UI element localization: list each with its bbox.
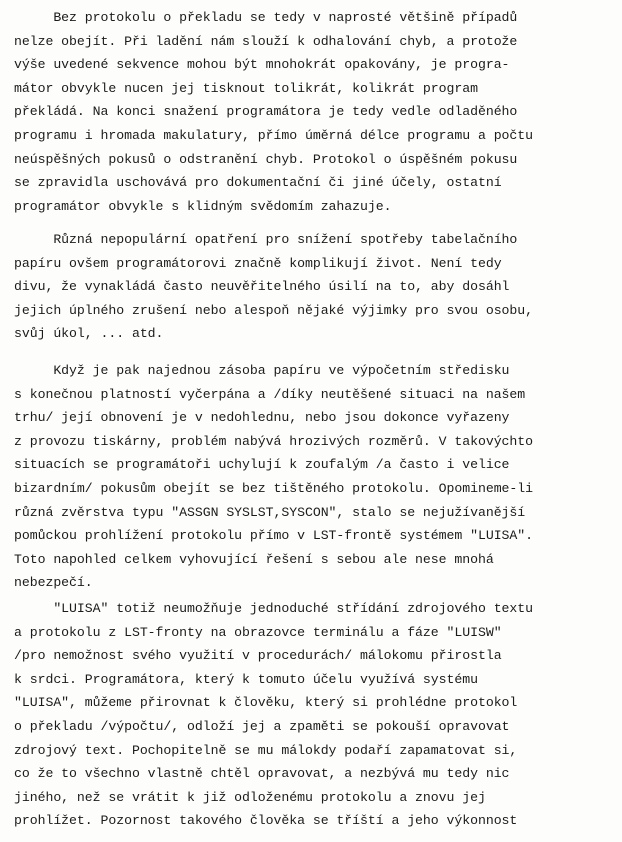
text-line: nelze obejít. Při ladění nám slouží k odhalování chyb, a protože: [14, 33, 518, 49]
text-line: různá zvěrstva typu "ASSGN SYSLST,SYSCON", stalo se nejužívanější: [14, 504, 526, 520]
text-line: divu, že vynakládá často neuvěřitelného úsilí na to, aby dosáhl: [14, 279, 510, 295]
paragraph-4: [14, 597, 614, 833]
text-line: jiného, než se vrátit k již odloženému protokolu a znovu jej: [14, 789, 486, 805]
text-line: zdrojový text. Pochopitelně se mu málokdy podaří zapamatovat si,: [14, 742, 518, 758]
text-line: pomůckou prohlížení protokolu přímo v LST-frontě systémem "LUISA".: [14, 528, 534, 544]
text-line: situacích se programátoři uchylují k zoufalým /a často i velice: [14, 457, 510, 473]
text-line: se zpravidla uschovává pro dokumentační či jiné účely, ostatní: [14, 175, 502, 191]
text-line: papíru ovšem programátorovi značně komplikují život. Není tedy: [14, 255, 502, 271]
text-line: svůj úkol, ... atd.: [14, 326, 164, 342]
paragraph-1: [14, 6, 614, 218]
text-line: co že to všechno vlastně chtěl opravovat, a nezbývá mu tedy nic: [14, 766, 510, 782]
text-line: mátor obvykle nucen jej tisknout tolikrát, kolikrát program: [14, 80, 478, 96]
text-line: prohlížet. Pozornost takového člověka se tříští a jeho výkonnost: [14, 813, 518, 829]
paragraph-2: [14, 228, 614, 346]
text-line: trhu/ její obnovení je v nedohlednu, nebo jsou dokonce vyřazeny: [14, 410, 510, 426]
paragraph-3: [14, 359, 614, 595]
text-line: k srdci. Programátora, který k tomuto účelu využívá systému: [14, 671, 478, 687]
text-line: a protokolu z LST-fronty na obrazovce terminálu a fáze "LUISW": [14, 624, 502, 640]
text-line: "LUISA", můžeme přirovnat k člověku, který si prohlédne protokol: [14, 695, 518, 711]
text-line: jejich úplného zrušení nebo alespoň nějaké výjimky pro svou osobu,: [14, 302, 534, 318]
text-line: překládá. Na konci snažení programátora je tedy vedle odladěného: [14, 104, 518, 120]
text-line: programátor obvykle s klidným svědomím zahazuje.: [14, 198, 392, 214]
text-line: Bez protokolu o překladu se tedy v naprosté většině případů: [14, 10, 518, 25]
text-line: bizardním/ pokusům obejít se bez tištěného protokolu. Opomineme-li: [14, 480, 534, 496]
text-line: Toto napohled celkem vyhovující řešení s sebou ale nese mnohá: [14, 551, 494, 567]
text-line: programu i hromada makulatury, přímo úměrná délce programu a počtu: [14, 127, 534, 143]
text-line: nebezpečí.: [14, 575, 93, 591]
text-line: Různá nepopulární opatření pro snížení spotřeby tabelačního: [14, 232, 518, 247]
text-line: Když je pak najednou zásoba papíru ve výpočetním středisku: [14, 363, 510, 378]
text-line: o překladu /výpočtu/, odloží jej a zpaměti se pokouší opravovat: [14, 718, 510, 734]
text-line: výše uvedené sekvence mohou být mnohokrát opakovány, je progra-: [14, 57, 510, 73]
text-line: z provozu tiskárny, problém nabývá hrozivých rozměrů. V takovýchto: [14, 433, 534, 449]
text-line: "LUISA" totiž neumožňuje jednoduché střídání zdrojového textu: [14, 601, 534, 616]
text-line: neúspěšných pokusů o odstranění chyb. Protokol o úspěšném pokusu: [14, 151, 518, 167]
text-line: /pro nemožnost svého využití v procedurách/ málokomu přirostla: [14, 648, 502, 664]
text-line: s konečnou platností vyčerpána a /díky neutěšené situaci na našem: [14, 386, 526, 402]
